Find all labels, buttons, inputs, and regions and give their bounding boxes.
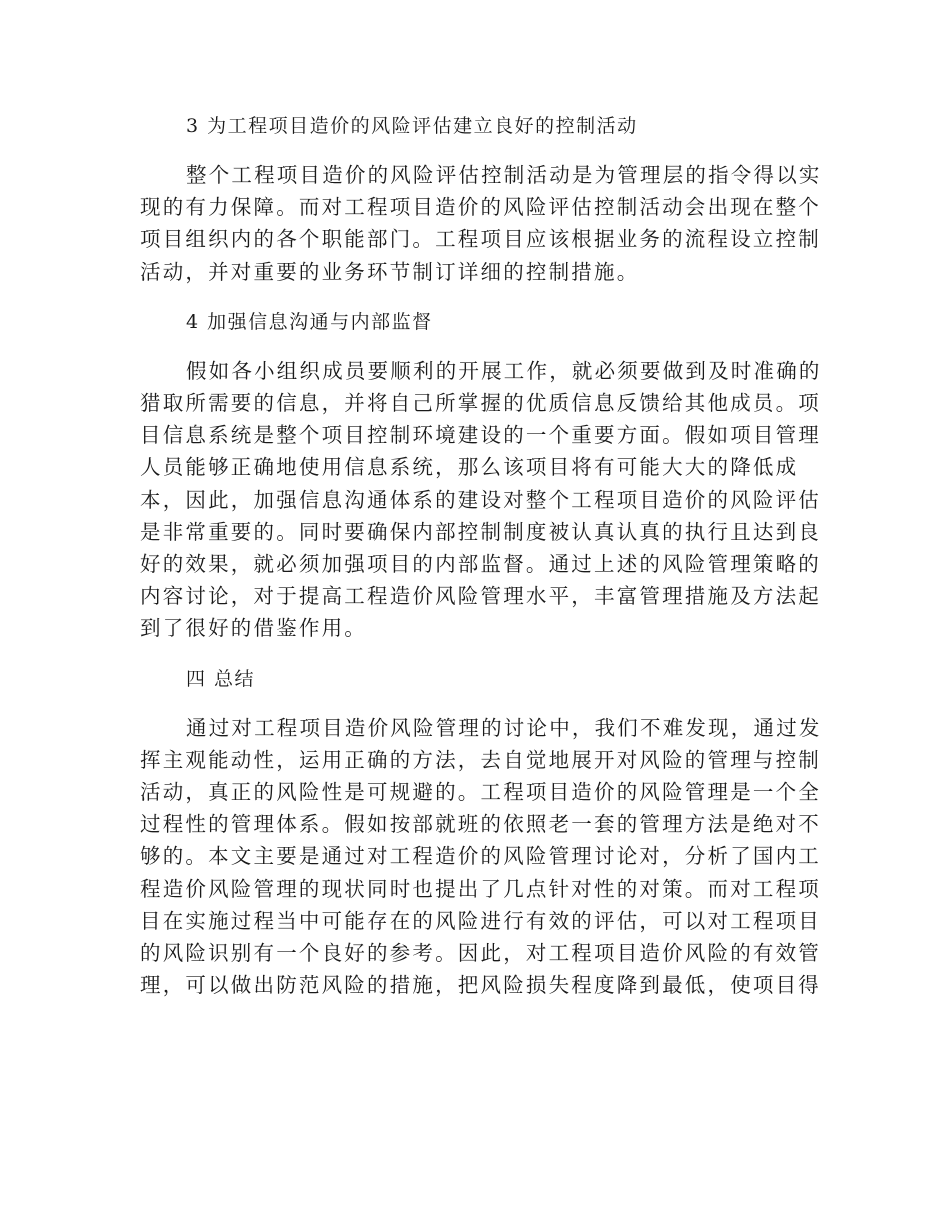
paragraph-line: 现的有力保障。而对工程项目造价的风险评估控制活动会出现在整个: [140, 195, 821, 220]
document-page: [140, 108, 822, 1001]
section-heading: 3 为工程项目造价的风险评估建立良好的控制活动: [186, 115, 638, 137]
paragraph: [140, 159, 822, 288]
paragraph-line: 活动，真正的风险性是可规避的。工程项目造价的风险管理是一个全: [140, 780, 821, 805]
paragraph: [140, 712, 822, 1002]
paragraph-line: 目在实施过程当中可能存在的风险进行有效的评估，可以对工程项目: [140, 908, 821, 933]
paragraph-line: 项目组织内的各个职能部门。工程项目应该根据业务的流程设立控制: [140, 227, 821, 252]
paragraph-line: 本，因此，加强信息沟通体系的建设对整个工程项目造价的风险评估: [140, 487, 821, 512]
paragraph-line: 的风险识别有一个良好的参考。因此，对工程项目造价风险的有效管: [140, 941, 821, 966]
paragraph-line: 够的。本文主要是通过对工程造价的风险管理讨论对，分析了国内工: [140, 844, 821, 869]
paragraph-line: 猎取所需要的信息，并将自己所掌握的优质信息反馈给其他成员。项: [140, 391, 821, 416]
paragraph-line: 到了很好的借鉴作用。: [140, 616, 367, 641]
paragraph-line: 理，可以做出防范风险的措施，把风险损失程度降到最低，使项目得: [140, 973, 821, 998]
paragraph-line: 通过对工程项目造价风险管理的讨论中，我们不难发现，通过发: [186, 715, 822, 740]
section-heading: 四 总结: [186, 667, 256, 690]
paragraph-line: 好的效果，就必须加强项目的内部监督。通过上述的风险管理策略的: [140, 552, 821, 577]
paragraph-line: 目信息系统是整个项目控制环境建设的一个重要方面。假如项目管理: [140, 423, 821, 448]
section-heading: 4 加强信息沟通与内部监督: [186, 310, 433, 333]
paragraph: [140, 355, 822, 645]
paragraph-line: 过程性的管理体系。假如按部就班的依照老一套的管理方法是绝对不: [140, 812, 821, 837]
paragraph-line: 程造价风险管理的现状同时也提出了几点针对性的对策。而对工程项: [140, 876, 821, 901]
paragraph-line: 活动，并对重要的业务环节制订详细的控制措施。: [140, 259, 640, 284]
paragraph-line: 整个工程项目造价的风险评估控制活动是为管理层的指令得以实: [186, 163, 822, 187]
paragraph-line: 人员能够正确地使用信息系统，那么该项目将有可能大大的降低成: [140, 455, 799, 480]
paragraph-line: 挥主观能动性，运用正确的方法，去自觉地展开对风险的管理与控制: [140, 747, 821, 772]
paragraph-line: 假如各小组织成员要顺利的开展工作，就必须要做到及时准确的: [186, 358, 822, 383]
paragraph-line: 内容讨论，对于提高工程造价风险管理水平，丰富管理措施及方法起: [140, 584, 821, 609]
paragraph-line: 是非常重要的。同时要确保内部控制制度被认真认真的执行且达到良: [140, 519, 821, 544]
